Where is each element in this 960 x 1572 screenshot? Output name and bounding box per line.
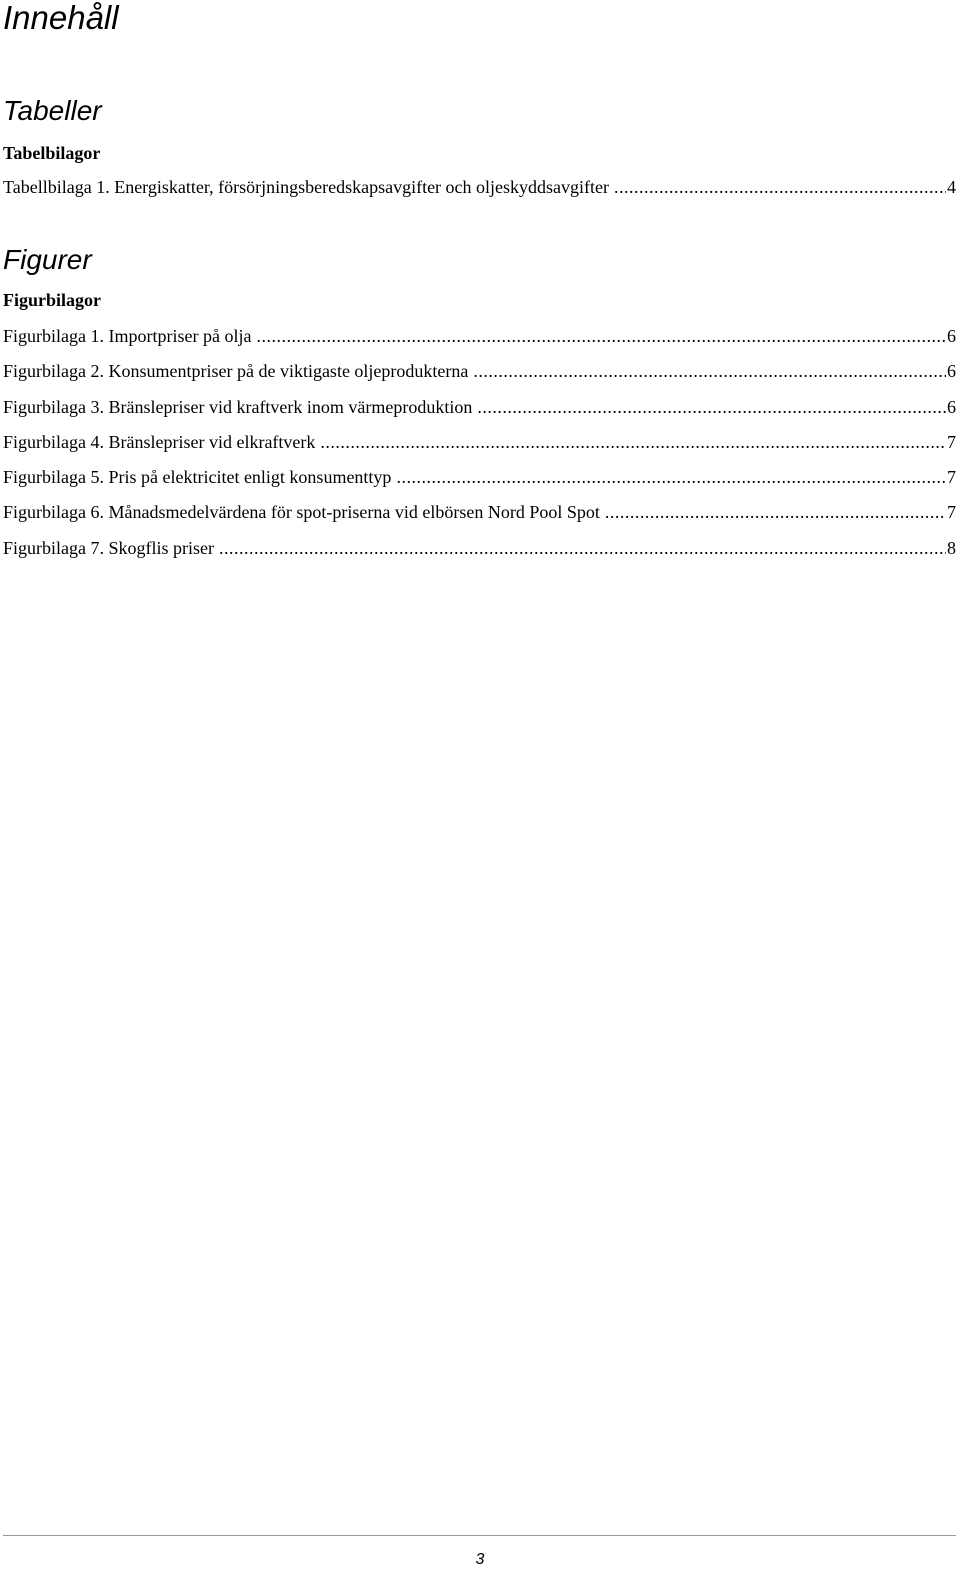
toc-dot-leader: [614, 175, 946, 199]
toc-entry-figurbilaga-1[interactable]: [3, 324, 956, 348]
toc-entry-label: Figurbilaga 1. Importpriser på olja: [3, 326, 252, 346]
toc-dot-leader: [396, 465, 946, 489]
toc-page-number: 6: [947, 397, 956, 417]
page-number: 3: [475, 1551, 485, 1568]
toc-page-number: 7: [947, 502, 956, 522]
toc-entry-label: Figurbilaga 7. Skogflis priser: [3, 538, 214, 558]
toc-entry-figurbilaga-2[interactable]: [3, 359, 956, 383]
section-heading-tables: Tabeller: [3, 95, 102, 126]
toc-dot-leader: [605, 500, 946, 524]
page-title: Innehåll: [3, 0, 119, 36]
toc-entry-figurbilaga-5[interactable]: [3, 465, 956, 489]
toc-page-number: 6: [947, 361, 956, 381]
toc-entry-label: Figurbilaga 3. Bränslepriser vid kraftverk inom värmeproduktion: [3, 397, 473, 417]
toc-entry-figurbilaga-3[interactable]: [3, 395, 956, 419]
toc-page-number: 4: [947, 177, 956, 197]
toc-entry-label: Figurbilaga 2. Konsumentpriser på de viktigaste oljeprodukterna: [3, 361, 469, 381]
toc-dot-leader: [477, 395, 946, 419]
toc-page-number: 6: [947, 326, 956, 346]
toc-dot-leader: [473, 359, 946, 383]
toc-entry-figurbilaga-4[interactable]: [3, 430, 956, 454]
toc-dot-leader: [219, 536, 946, 560]
toc-page-number: 7: [947, 432, 956, 452]
toc-entry-label: Figurbilaga 4. Bränslepriser vid elkraftverk: [3, 432, 316, 452]
toc-entry-tabellbilaga-1[interactable]: [3, 175, 956, 199]
toc-entry-label: Tabellbilaga 1. Energiskatter, försörjningsberedskapsavgifter och oljeskyddsavgifter: [3, 177, 610, 197]
toc-page-number: 7: [947, 467, 956, 487]
subheading-figurbilagor: Figurbilagor: [3, 290, 101, 310]
toc-page-number: 8: [947, 538, 956, 558]
toc-entry-label: Figurbilaga 6. Månadsmedelvärdena för spot-priserna vid elbörsen Nord Pool Spot: [3, 502, 600, 522]
toc-entry-figurbilaga-7[interactable]: [3, 536, 956, 560]
toc-entry-label: Figurbilaga 5. Pris på elektricitet enligt konsumenttyp: [3, 467, 392, 487]
footer-divider: [3, 1535, 956, 1536]
toc-dot-leader: [256, 324, 946, 348]
subheading-tabelbilagor: Tabelbilagor: [3, 143, 101, 163]
toc-dot-leader: [320, 430, 946, 454]
toc-entry-figurbilaga-6[interactable]: [3, 500, 956, 524]
section-heading-figures: Figurer: [3, 244, 92, 275]
